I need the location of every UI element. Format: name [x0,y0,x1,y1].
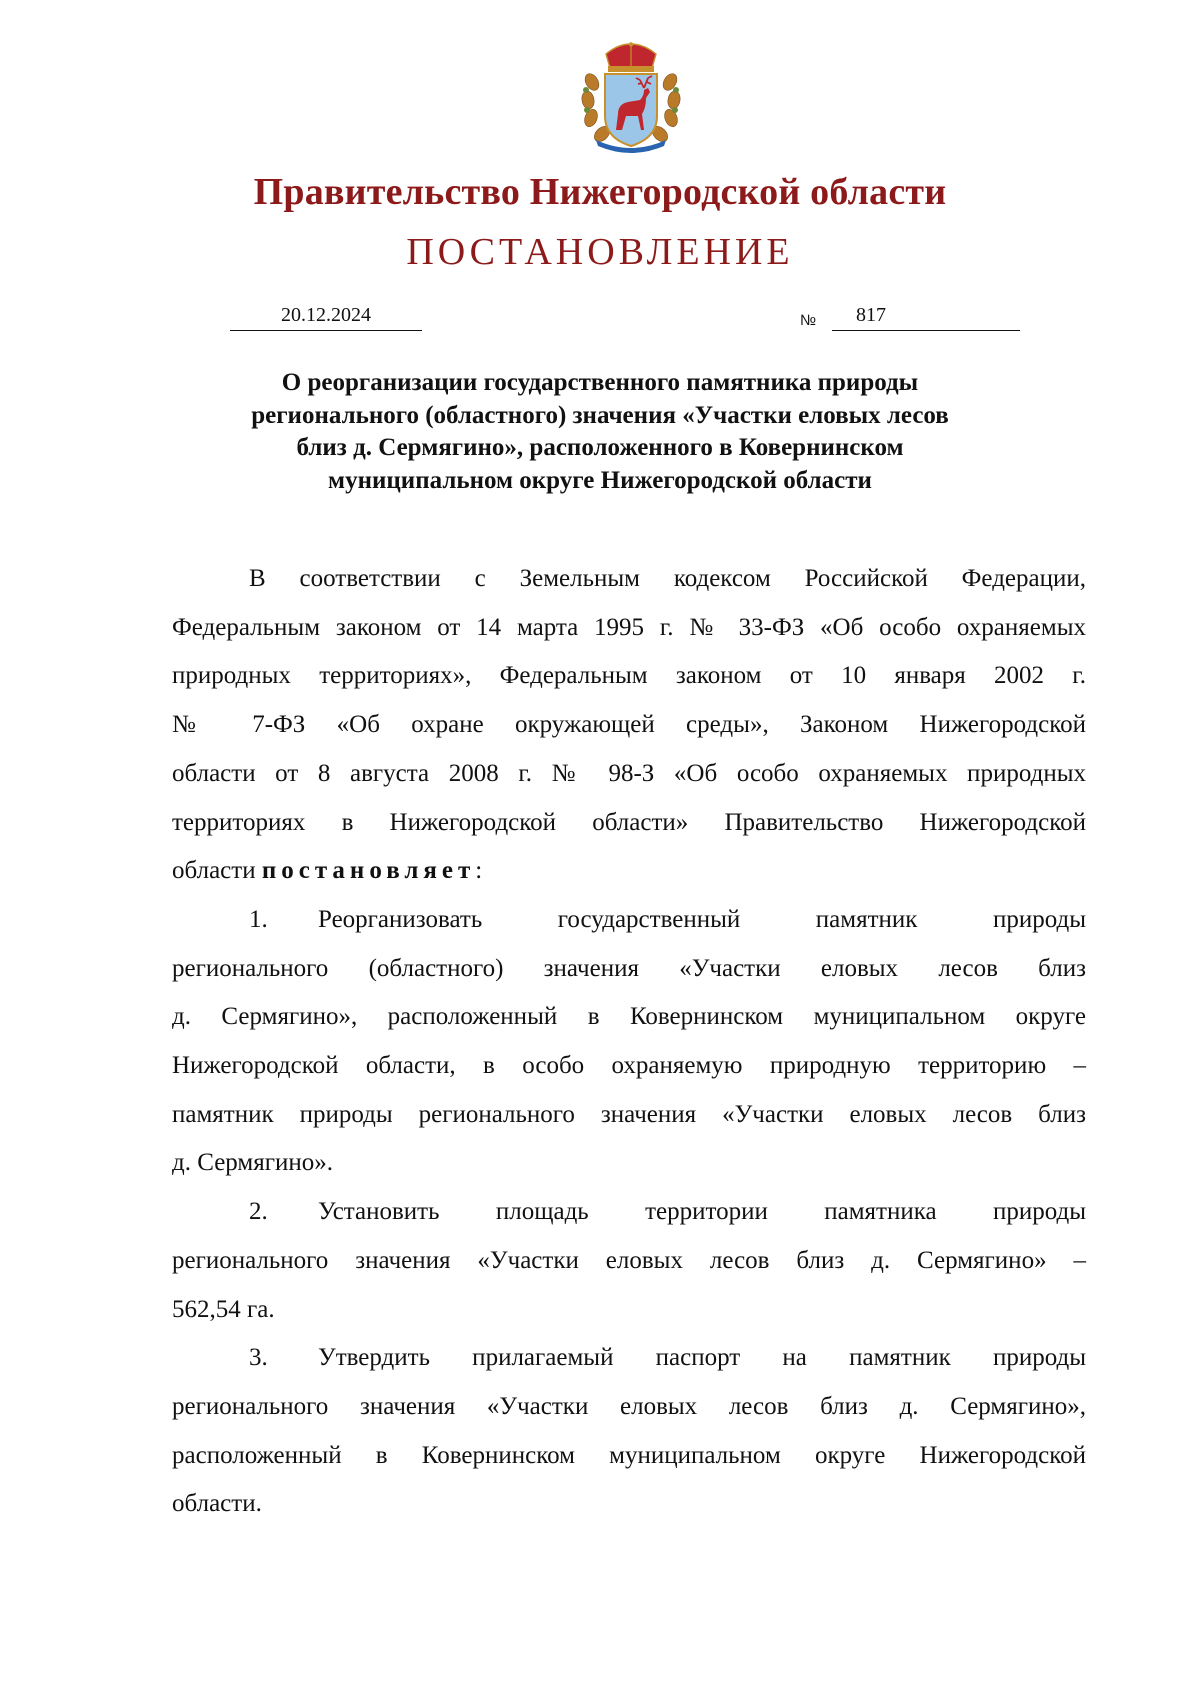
preamble-line: территориях в Нижегородской области» Правительство Нижегородской [172,808,1086,836]
item-last-line: 562,54 га. [172,1295,275,1323]
preamble-line-end: : [475,857,483,885]
item-line: Нижегородской области, в особо охраняемую природную территорию – [172,1052,1086,1080]
item-number: 2. [249,1198,268,1226]
preamble-line: Федеральным законом от 14 марта 1995 г. № 33-ФЗ «Об особо охраняемых [172,613,1086,641]
subject-line: муниципальном округе Нижегородской области [328,466,872,494]
number-sign: № [800,312,817,329]
item-line: регионального значения «Участки еловых лесов близ д. Сермягино» – [172,1246,1086,1274]
preamble-line: природных территориях», Федеральным законом от 10 января 2002 г. [172,662,1086,690]
preamble-line: № 7-ФЗ «Об охране окружающей среды», Законом Нижегородской [172,711,1086,739]
item-text: Установить площадь территории памятника природы [318,1198,1086,1226]
preamble-line: В соответствии с Земельным кодексом Российской Федерации, [249,565,1086,592]
item-line: д. Сермягино», расположенный в Ковернинском муниципальном округе [172,1003,1086,1031]
item-line: расположенный в Ковернинском муниципальном округе Нижегородской [172,1441,1086,1469]
preamble-line: области от 8 августа 2008 г. № 98-З «Об особо охраняемых природных [172,759,1086,787]
document-number-value: 817 [856,304,886,326]
item-line: регионального (областного) значения «Участки еловых лесов близ [172,954,1086,982]
item-number: 1. [249,905,268,933]
document-number [832,303,1020,331]
subject-line: близ д. Сермягино», расположенного в Ковернинском [296,434,904,461]
document-date: 20.12.2024 [230,303,422,331]
item-line: памятник природы регионального значения «Участки еловых лесов близ [172,1100,1086,1128]
document-body [172,555,1086,1529]
item-3-first-line [172,1334,1086,1383]
subject-line: О реорганизации государственного памятника природы [281,369,919,396]
organization-title: Правительство Нижегородской области [253,171,947,213]
subject-line: регионального (областного) значения «Участки еловых лесов [251,401,949,429]
item-number: 3. [249,1344,268,1372]
document-subject [200,367,1000,497]
item-2-first-line [172,1188,1086,1237]
decree-word: постановляет [261,857,476,885]
preamble-line-start: области [172,857,256,885]
item-last-line: д. Сермягино». [172,1149,333,1177]
item-text: Утвердить прилагаемый паспорт на памятник природы [318,1344,1086,1372]
document-type-heading: ПОСТАНОВЛЕНИЕ [406,231,794,273]
item-text: Реорганизовать государственный памятник природы [318,905,1086,933]
preamble-last-line [172,847,1086,896]
coat-of-arms-emblem [578,42,684,156]
item-1-first-line [172,896,1086,945]
item-last-line: области. [172,1490,262,1518]
item-line: регионального значения «Участки еловых лесов близ д. Сермягино», [172,1392,1086,1420]
